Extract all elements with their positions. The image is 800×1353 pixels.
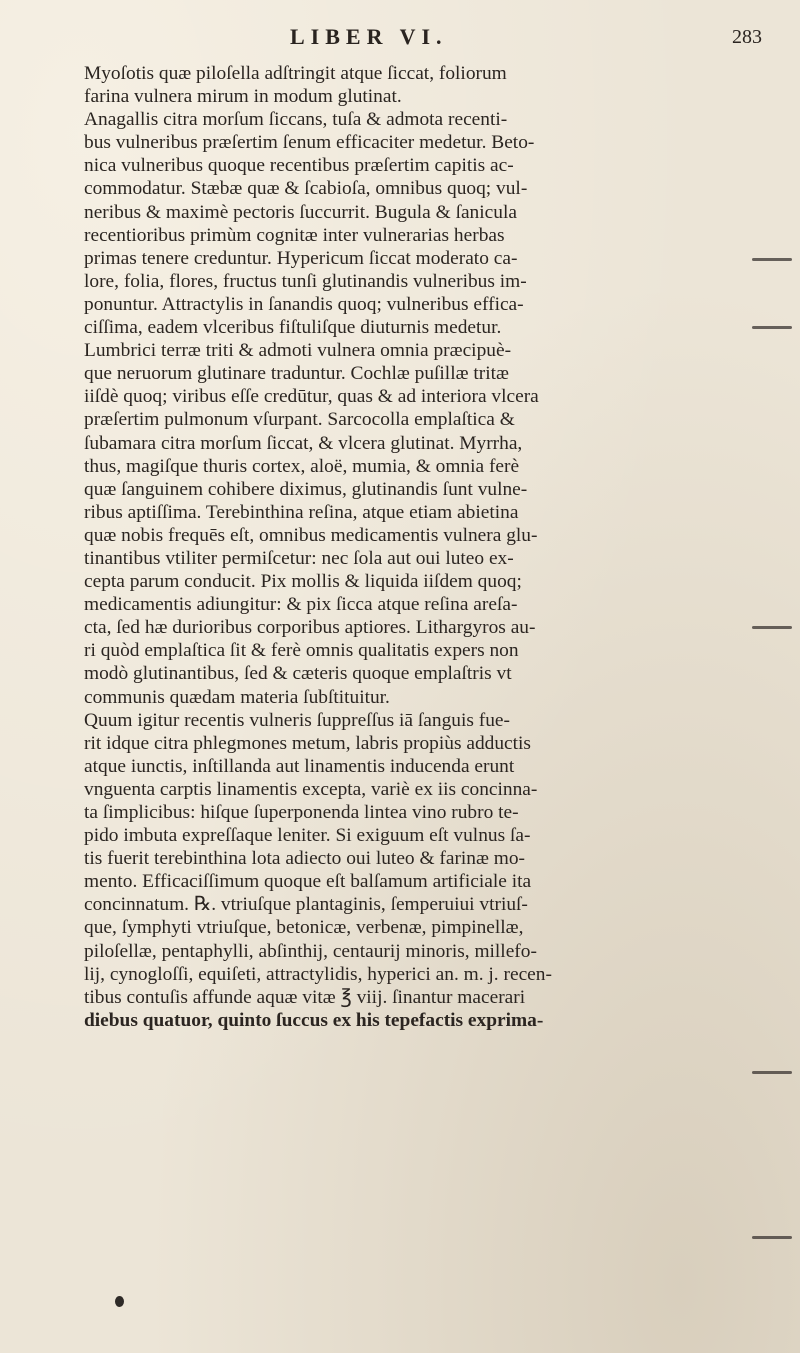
text-line: pido imbuta expreſſaque leniter. Si exiguum eſt vulnus ſa-: [84, 825, 531, 847]
text-line: bus vulneribus præſertim ſenum efficaciter medetur. Beto-: [84, 132, 535, 154]
text-line: ſubamara citra morſum ſiccat, & vlcera glutinat. Myrrha,: [84, 432, 523, 454]
text-line: commodatur. Stæbæ quæ & ſcabioſa, omnibus quoq; vul-: [84, 178, 528, 200]
page-number: 283: [732, 26, 762, 48]
text-line: Quum igitur recentis vulneris ſuppreſſus iā ſanguis fue-: [84, 709, 510, 731]
text-line: atque iunctis, inſtillanda aut linamentis inducenda erunt: [84, 755, 515, 777]
text-line: primas tenere creduntur. Hypericum ſiccat moderato ca-: [84, 247, 518, 269]
text-line: præſertim pulmonum vſurpant. Sarcocolla emplaſtica &: [84, 409, 515, 431]
margin-pen-mark: [752, 326, 792, 329]
text-line: ri quòd emplaſtica ſit & ferè omnis qualitatis expers non: [84, 640, 519, 662]
text-line: mento. Efficaciſſimum quoque eſt balſamum artificiale ita: [84, 871, 532, 893]
text-line: medicamentis adiungitur: & pix ſicca atque reſina areſa-: [84, 594, 518, 616]
body-text: [84, 62, 774, 1032]
ink-spot: [115, 1296, 124, 1307]
text-line: nica vulneribus quoque recentibus præſertim capitis ac-: [84, 155, 514, 177]
text-line: que, ſymphyti vtriuſque, betonicæ, verbenæ, pimpinellæ,: [84, 917, 524, 939]
text-line: que neruorum glutinare traduntur. Cochlæ puſillæ tritæ: [84, 363, 509, 385]
running-title: LIBER VI.: [290, 24, 448, 49]
text-line: piloſellæ, pentaphylli, abſinthij, centaurij minoris, millefo-: [84, 940, 537, 962]
text-line: tis fuerit terebinthina lota adiecto oui luteo & farinæ mo-: [84, 848, 526, 870]
text-line: diebus quatuor, quinto ſuccus ex his tepefactis exprima-: [84, 1009, 544, 1031]
text-line: rit idque citra phlegmones metum, labris propiùs adductis: [84, 732, 531, 754]
margin-pen-mark: [752, 258, 792, 261]
text-line: ribus aptiſſima. Terebinthina reſina, atque etiam abietina: [84, 501, 519, 523]
text-line: tinantibus vtiliter permiſcetur: nec ſola aut oui luteo ex-: [84, 547, 514, 569]
text-line: farina vulnera mirum in modum glutinat.: [84, 86, 402, 108]
text-line: quæ ſanguinem cohibere diximus, glutinandis ſunt vulne-: [84, 478, 528, 500]
text-line: ciſſima, eadem vlceribus fiſtuliſque diuturnis medetur.: [84, 317, 502, 339]
text-line: ponuntur. Attractylis in ſanandis quoq; vulneribus effica-: [84, 293, 524, 315]
text-line: modò glutinantibus, ſed & cæteris quoque emplaſtris vt: [84, 663, 512, 685]
margin-pen-mark: [752, 1071, 792, 1074]
margin-pen-mark: [752, 1236, 792, 1239]
text-line: Anagallis citra morſum ſiccans, tuſa & admota recenti-: [84, 109, 508, 131]
text-line: recentioribus primùm cognitæ inter vulnerarias herbas: [84, 224, 505, 246]
margin-pen-mark: [752, 626, 792, 629]
text-line: lore, folia, flores, fructus tunſi glutinandis vulneribus im-: [84, 270, 527, 292]
text-line: tibus contuſis affunde aquæ vitæ ℥ viij. ſinantur macerari: [84, 986, 526, 1008]
text-line: ta ſimplicibus: hiſque ſuperponenda lintea vino rubro te-: [84, 802, 519, 823]
text-line: concinnatum. ℞. vtriuſque plantaginis, ſemperuiui vtriuſ-: [84, 894, 528, 916]
text-line: communis quædam materia ſubſtituitur.: [84, 686, 390, 708]
text-line: quæ nobis frequēs eſt, omnibus medicamentis vulnera glu-: [84, 524, 538, 546]
text-line: iiſdè quoq; viribus eſſe credūtur, quas & ad interiora vlcera: [84, 386, 539, 408]
text-line: neribus & maximè pectoris ſuccurrit. Bugula & ſanicula: [84, 201, 517, 223]
text-line: cta, ſed hæ durioribus corporibus aptiores. Lithargyros au-: [84, 617, 536, 639]
text-line: lij, cynogloſſi, equiſeti, attractylidis, hyperici an. m. j. recen-: [84, 963, 552, 985]
text-line: cepta parum conducit. Pix mollis & liquida iiſdem quoq;: [84, 571, 522, 593]
text-line: Lumbrici terræ triti & admoti vulnera omnia præcipuè-: [84, 340, 512, 362]
page-header: [0, 24, 800, 58]
text-line: Myoſotis quæ piloſella adſtringit atque ſiccat, foliorum: [84, 63, 507, 84]
text-line: vnguenta carptis linamentis excepta, variè ex iis concinna-: [84, 778, 538, 800]
text-line: thus, magiſque thuris cortex, aloë, mumia, & omnia ferè: [84, 455, 520, 477]
